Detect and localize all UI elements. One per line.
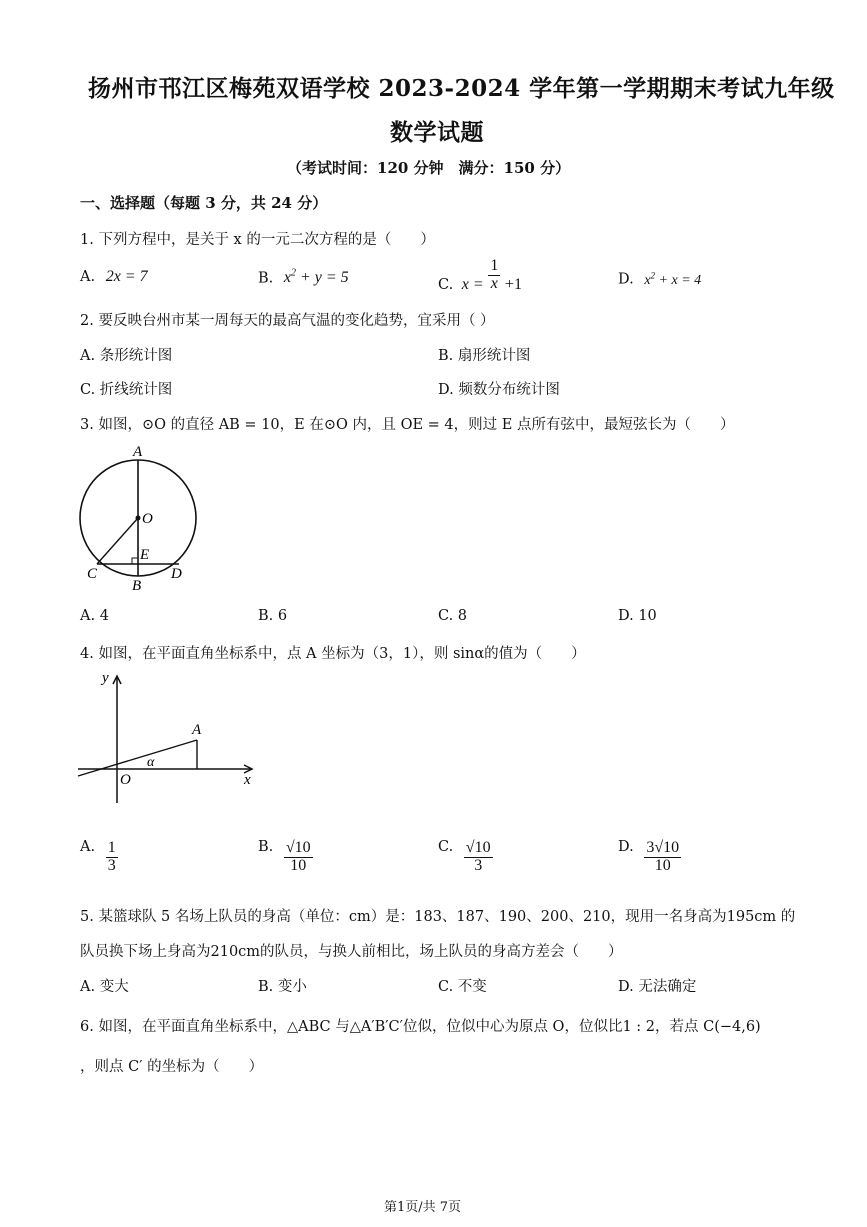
q5-option-b: B. 变小 <box>258 979 307 995</box>
q4-option-b-letter: B. <box>258 839 274 856</box>
q3-option-a: A. 4 <box>80 608 109 624</box>
q2-option-b: B. 扇形统计图 <box>438 348 531 364</box>
q3-option-c: C. 8 <box>438 608 468 624</box>
q1-c-rest: +1 <box>504 276 522 294</box>
q3-right-angle-mark <box>132 558 138 564</box>
q4-option-b <box>258 840 313 875</box>
q1-c-den: x <box>490 274 498 292</box>
q1-d-rest: + x = 4 <box>655 272 702 288</box>
q4-a-num: 1 <box>107 839 116 856</box>
q1-c-lhs: x = <box>461 276 484 294</box>
q1-option-a-letter: A. <box>80 269 96 285</box>
question-2-stem: 2. 要反映台州市某一周每天的最高气温的变化趋势，宜采用（ ） <box>80 313 495 329</box>
q4-option-c <box>438 840 493 875</box>
q1-option-c <box>438 258 522 293</box>
q4-option-d <box>618 840 681 875</box>
q4-label-a: A <box>192 722 202 738</box>
q4-option-a-letter: A. <box>80 839 96 856</box>
q3-label-a: A <box>133 444 143 460</box>
q3-option-b: B. 6 <box>258 608 288 624</box>
q4-c-num: √10 <box>465 839 491 856</box>
q1-option-a <box>80 268 148 286</box>
title-line-2: 数学试题 <box>390 119 484 146</box>
q4-option-a <box>80 840 118 875</box>
exam-info: （考试时间：120 分钟 满分：150 分） <box>287 159 571 177</box>
question-5-stem-line-1: 5. 某篮球队 5 名场上队员的身高（单位：cm）是：183、187、190、200、210，现用一名身高为195cm 的 <box>80 909 796 925</box>
q4-label-x: x <box>244 772 251 788</box>
q1-option-d <box>618 270 701 289</box>
page-footer: 第1页/共 7页 <box>384 1200 462 1215</box>
q4-label-o: O <box>120 772 131 788</box>
q1-option-b <box>258 268 349 287</box>
q4-ray-oa <box>78 740 197 776</box>
q4-d-fraction <box>644 840 681 875</box>
q1-option-a-expr: 2x = 7 <box>105 268 148 285</box>
question-5-stem-line-2: 队员换下场上身高为210cm的队员，与换人前相比，场上队员的身高方差会（ ） <box>80 944 623 960</box>
q4-b-num: √10 <box>285 839 311 856</box>
q5-option-a: A. 变大 <box>80 979 129 995</box>
q4-d-num: 3√10 <box>646 839 680 856</box>
q3-label-o: O <box>142 511 153 527</box>
q4-coordinate-figure <box>76 668 266 808</box>
question-3-stem: 3. 如图，⊙O 的直径 AB = 10，E 在⊙O 内，且 OE = 4，则过 E 点所有弦中，最短弦长为（ ） <box>80 417 735 433</box>
question-1-stem: 1. 下列方程中，是关于 x 的一元二次方程的是（ ） <box>80 232 435 248</box>
q3-label-d: D <box>171 566 182 582</box>
q3-center-dot <box>136 516 141 521</box>
q1-d-exp: 2 <box>650 270 656 280</box>
q3-label-e: E <box>140 547 150 563</box>
q4-c-den: 3 <box>474 856 483 874</box>
section-heading: 一、选择题（每题 3 分，共 24 分） <box>80 194 328 212</box>
title-line-1: 扬州市邗江区梅苑双语学校 2023-2024 学年第一学期期末考试九年级 <box>88 75 835 102</box>
q1-c-num: 1 <box>490 257 499 274</box>
q1-c-fraction <box>488 258 500 293</box>
question-6-stem-line-1: 6. 如图，在平面直角坐标系中，△ABC 与△A′B′C′位似，位似中心为原点 O，位似比1 : 2，若点 C(−4,6) <box>80 1019 761 1035</box>
q4-b-fraction <box>284 840 313 875</box>
q4-d-den: 10 <box>654 856 671 874</box>
q4-label-y: y <box>102 670 109 686</box>
q3-circle-figure <box>76 440 226 595</box>
q1-b-base: x <box>283 269 291 287</box>
q2-option-a: A. 条形统计图 <box>80 348 173 364</box>
q3-label-c: C <box>87 566 98 582</box>
q5-option-d: D. 无法确定 <box>618 979 697 995</box>
q4-b-den: 10 <box>290 856 307 874</box>
q5-option-c: C. 不变 <box>438 979 487 995</box>
q3-label-b: B <box>132 578 142 594</box>
q4-option-c-letter: C. <box>438 839 454 856</box>
q2-option-d: D. 频数分布统计图 <box>438 382 560 398</box>
question-4-stem: 4. 如图，在平面直角坐标系中，点 A 坐标为（3，1），则 sinα的值为（ ） <box>80 646 586 662</box>
q1-option-d-letter: D. <box>618 271 634 288</box>
q3-option-d: D. 10 <box>618 608 657 624</box>
q1-b-exp: 2 <box>290 268 296 279</box>
q3-segment-co <box>97 518 138 564</box>
q1-option-c-letter: C. <box>438 277 454 294</box>
q4-option-d-letter: D. <box>618 839 634 856</box>
q1-option-b-letter: B. <box>258 270 274 287</box>
q4-label-alpha: α <box>147 755 155 770</box>
q1-b-rest: + y = 5 <box>295 269 349 287</box>
question-6-stem-line-2: ，则点 C′ 的坐标为（ ） <box>80 1059 264 1075</box>
q2-option-c: C. 折线统计图 <box>80 382 173 398</box>
q4-a-den: 3 <box>107 856 116 874</box>
q4-a-fraction <box>106 840 118 875</box>
q4-c-fraction <box>464 840 493 875</box>
q1-d-base: x <box>644 272 651 288</box>
